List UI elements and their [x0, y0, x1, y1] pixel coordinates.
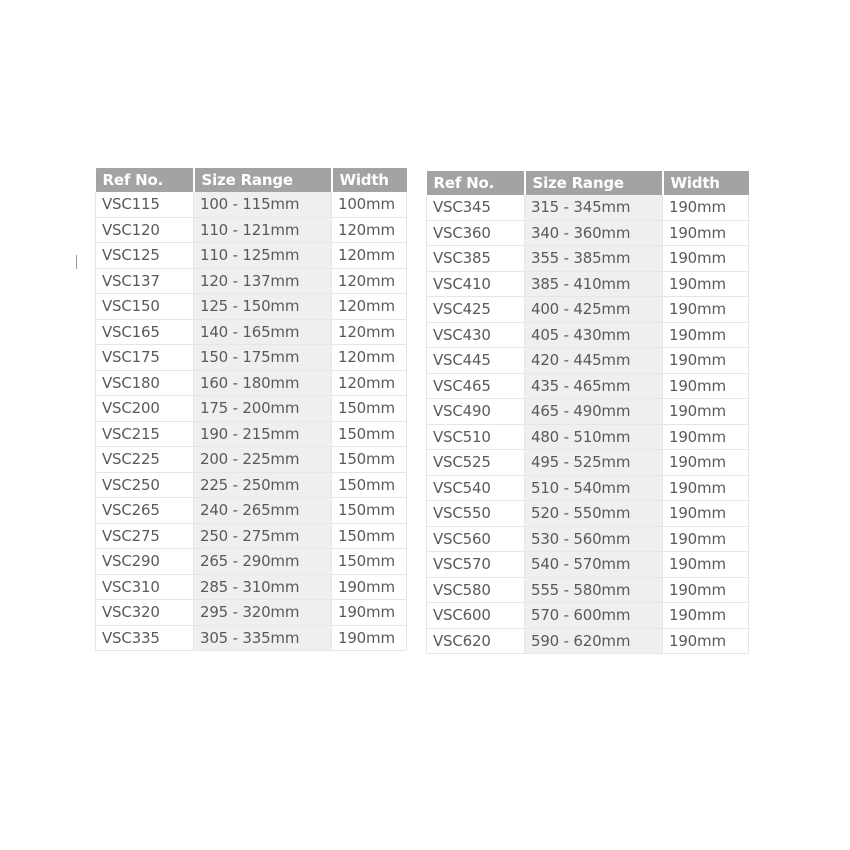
size-range-cell: 435 - 465mm [525, 373, 663, 399]
header-size-range: Size Range [525, 171, 663, 195]
width-cell: 190mm [663, 475, 749, 501]
ref-no-cell: VSC525 [427, 450, 525, 476]
table-row [96, 549, 407, 575]
table-row [96, 396, 407, 422]
size-range-cell: 190 - 215mm [194, 421, 332, 447]
ref-no-cell: VSC275 [96, 523, 194, 549]
ref-no-cell: VSC180 [96, 370, 194, 396]
width-cell: 190mm [663, 628, 749, 654]
width-cell: 150mm [332, 421, 407, 447]
width-cell: 120mm [332, 268, 407, 294]
table-row [96, 319, 407, 345]
width-cell: 120mm [332, 217, 407, 243]
width-cell: 150mm [332, 396, 407, 422]
width-cell: 190mm [663, 399, 749, 425]
width-cell: 190mm [663, 271, 749, 297]
width-cell: 190mm [663, 577, 749, 603]
width-cell: 190mm [663, 501, 749, 527]
header-ref-no: Ref No. [96, 168, 194, 192]
table-row [427, 271, 749, 297]
size-range-cell: 520 - 550mm [525, 501, 663, 527]
width-cell: 190mm [663, 348, 749, 374]
size-range-cell: 110 - 121mm [194, 217, 332, 243]
table-row [96, 523, 407, 549]
width-cell: 190mm [663, 450, 749, 476]
width-cell: 190mm [663, 220, 749, 246]
size-range-cell: 555 - 580mm [525, 577, 663, 603]
size-range-cell: 285 - 310mm [194, 574, 332, 600]
table-row [427, 603, 749, 629]
size-range-cell: 200 - 225mm [194, 447, 332, 473]
ref-no-cell: VSC150 [96, 294, 194, 320]
width-cell: 190mm [663, 246, 749, 272]
table-row [96, 370, 407, 396]
ref-no-cell: VSC490 [427, 399, 525, 425]
table-row [427, 322, 749, 348]
ref-no-cell: VSC410 [427, 271, 525, 297]
ref-no-cell: VSC225 [96, 447, 194, 473]
ref-no-cell: VSC320 [96, 600, 194, 626]
size-range-cell: 240 - 265mm [194, 498, 332, 524]
width-cell: 190mm [663, 322, 749, 348]
ref-no-cell: VSC570 [427, 552, 525, 578]
ref-no-cell: VSC175 [96, 345, 194, 371]
width-cell: 190mm [663, 603, 749, 629]
table-row [96, 294, 407, 320]
width-cell: 190mm [663, 424, 749, 450]
ref-no-cell: VSC345 [427, 195, 525, 220]
table-row [427, 220, 749, 246]
header-row [96, 168, 407, 192]
width-cell: 190mm [663, 195, 749, 220]
ref-no-cell: VSC335 [96, 625, 194, 651]
width-cell: 150mm [332, 447, 407, 473]
ref-no-cell: VSC385 [427, 246, 525, 272]
size-range-cell: 100 - 115mm [194, 192, 332, 217]
size-range-cell: 570 - 600mm [525, 603, 663, 629]
header-size-range: Size Range [194, 168, 332, 192]
size-range-cell: 495 - 525mm [525, 450, 663, 476]
table-row [427, 475, 749, 501]
width-cell: 150mm [332, 523, 407, 549]
size-range-cell: 340 - 360mm [525, 220, 663, 246]
size-range-cell: 295 - 320mm [194, 600, 332, 626]
size-range-cell: 305 - 335mm [194, 625, 332, 651]
ref-no-cell: VSC445 [427, 348, 525, 374]
width-cell: 120mm [332, 345, 407, 371]
width-cell: 120mm [332, 319, 407, 345]
ref-no-cell: VSC430 [427, 322, 525, 348]
ref-no-cell: VSC310 [96, 574, 194, 600]
width-cell: 120mm [332, 243, 407, 269]
table-row [427, 526, 749, 552]
width-cell: 190mm [663, 297, 749, 323]
width-cell: 190mm [663, 552, 749, 578]
ref-no-cell: VSC200 [96, 396, 194, 422]
size-range-cell: 125 - 150mm [194, 294, 332, 320]
table-row [427, 424, 749, 450]
width-cell: 190mm [332, 625, 407, 651]
size-range-cell: 250 - 275mm [194, 523, 332, 549]
size-range-cell: 530 - 560mm [525, 526, 663, 552]
size-range-cell: 355 - 385mm [525, 246, 663, 272]
table-row [427, 297, 749, 323]
size-range-cell: 480 - 510mm [525, 424, 663, 450]
table-row [96, 345, 407, 371]
table-row [427, 373, 749, 399]
header-row [427, 171, 749, 195]
width-cell: 150mm [332, 472, 407, 498]
ref-no-cell: VSC165 [96, 319, 194, 345]
table-row [96, 217, 407, 243]
ref-no-cell: VSC215 [96, 421, 194, 447]
size-range-cell: 420 - 445mm [525, 348, 663, 374]
ref-no-cell: VSC265 [96, 498, 194, 524]
header-ref-no: Ref No. [427, 171, 525, 195]
margin-mark [76, 255, 77, 269]
ref-no-cell: VSC125 [96, 243, 194, 269]
ref-no-cell: VSC600 [427, 603, 525, 629]
ref-no-cell: VSC360 [427, 220, 525, 246]
table-row [427, 501, 749, 527]
table-row [427, 399, 749, 425]
width-cell: 190mm [332, 600, 407, 626]
ref-no-cell: VSC560 [427, 526, 525, 552]
ref-no-cell: VSC550 [427, 501, 525, 527]
table-row [96, 472, 407, 498]
ref-no-cell: VSC580 [427, 577, 525, 603]
ref-no-cell: VSC115 [96, 192, 194, 217]
width-cell: 120mm [332, 294, 407, 320]
width-cell: 190mm [332, 574, 407, 600]
size-range-cell: 110 - 125mm [194, 243, 332, 269]
table-row [96, 574, 407, 600]
width-cell: 190mm [663, 526, 749, 552]
ref-no-cell: VSC120 [96, 217, 194, 243]
table-row [96, 192, 407, 217]
table-row [96, 498, 407, 524]
size-range-cell: 405 - 430mm [525, 322, 663, 348]
size-range-cell: 150 - 175mm [194, 345, 332, 371]
size-range-cell: 465 - 490mm [525, 399, 663, 425]
ref-no-cell: VSC250 [96, 472, 194, 498]
table-row [96, 243, 407, 269]
width-cell: 150mm [332, 549, 407, 575]
table-row [96, 268, 407, 294]
size-range-cell: 120 - 137mm [194, 268, 332, 294]
table-row [427, 450, 749, 476]
size-table-right [426, 171, 749, 654]
table-row [427, 195, 749, 220]
ref-no-cell: VSC510 [427, 424, 525, 450]
ref-no-cell: VSC465 [427, 373, 525, 399]
header-width: Width [332, 168, 407, 192]
table-row [427, 348, 749, 374]
width-cell: 190mm [663, 373, 749, 399]
table-row [96, 421, 407, 447]
size-range-cell: 225 - 250mm [194, 472, 332, 498]
size-range-cell: 175 - 200mm [194, 396, 332, 422]
size-range-cell: 400 - 425mm [525, 297, 663, 323]
table-row [427, 246, 749, 272]
table-row [96, 625, 407, 651]
size-table-left [95, 168, 407, 651]
ref-no-cell: VSC425 [427, 297, 525, 323]
table-row [427, 628, 749, 654]
table-row [427, 552, 749, 578]
size-range-cell: 265 - 290mm [194, 549, 332, 575]
table-row [96, 447, 407, 473]
ref-no-cell: VSC137 [96, 268, 194, 294]
ref-no-cell: VSC540 [427, 475, 525, 501]
table-row [427, 577, 749, 603]
ref-no-cell: VSC620 [427, 628, 525, 654]
size-range-cell: 160 - 180mm [194, 370, 332, 396]
width-cell: 150mm [332, 498, 407, 524]
size-range-cell: 315 - 345mm [525, 195, 663, 220]
width-cell: 120mm [332, 370, 407, 396]
size-range-cell: 140 - 165mm [194, 319, 332, 345]
ref-no-cell: VSC290 [96, 549, 194, 575]
size-range-cell: 385 - 410mm [525, 271, 663, 297]
size-range-cell: 540 - 570mm [525, 552, 663, 578]
width-cell: 100mm [332, 192, 407, 217]
size-range-cell: 510 - 540mm [525, 475, 663, 501]
header-width: Width [663, 171, 749, 195]
size-range-cell: 590 - 620mm [525, 628, 663, 654]
table-row [96, 600, 407, 626]
